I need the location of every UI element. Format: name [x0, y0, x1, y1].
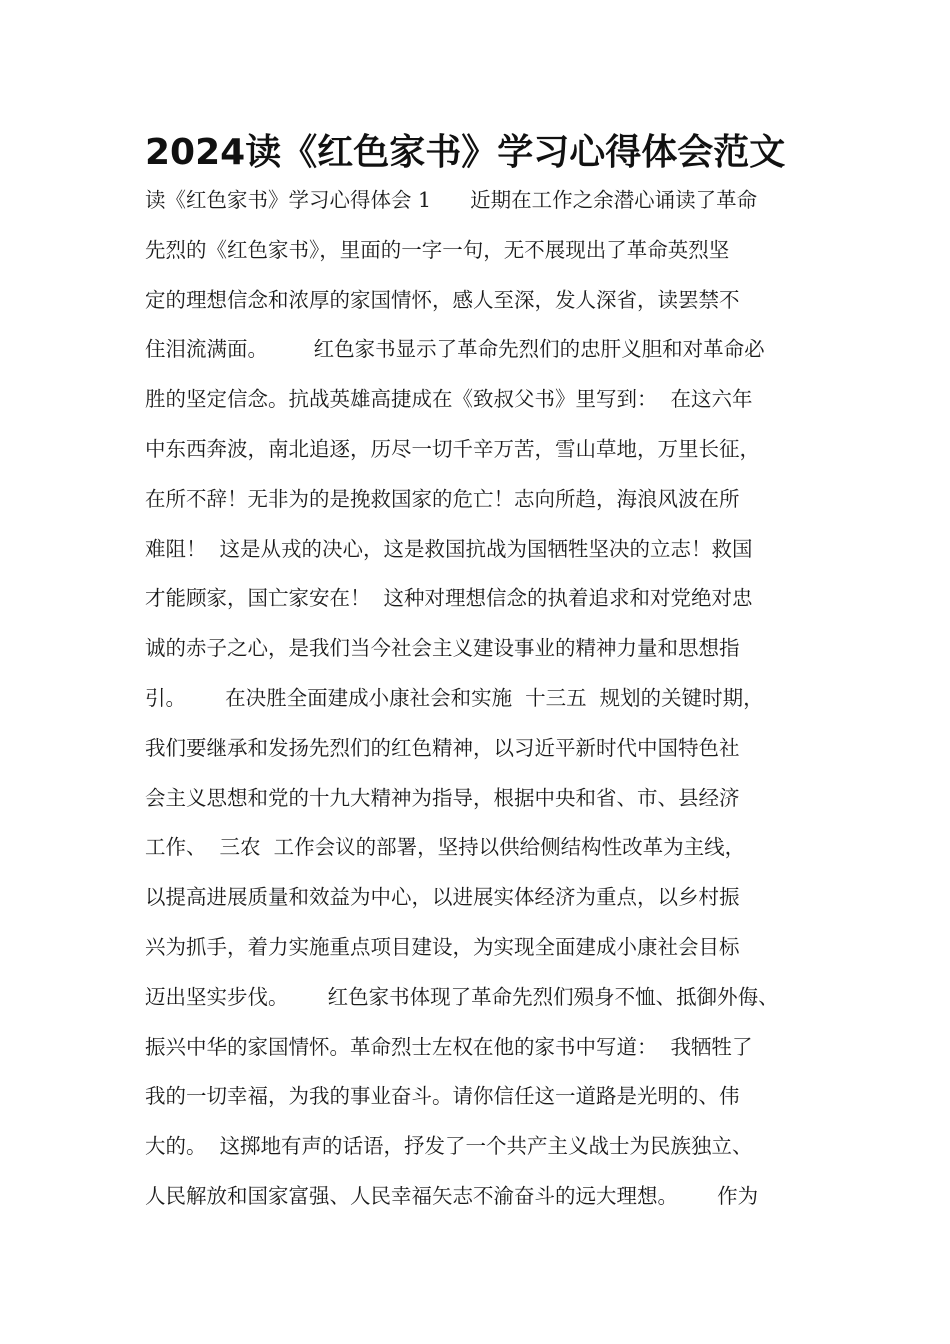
- text-line: 难阻！ 这是从戎的决心，这是救国抗战为国牺牲坚决的立志！救国: [145, 536, 753, 561]
- text-line: 在所不辞！无非为的是挽救国家的危亡！志向所趋，海浪风波在所: [145, 486, 740, 511]
- text-line: 振兴中华的家国情怀。革命烈士左权在他的家书中写道： 我牺牲了: [145, 1034, 753, 1059]
- text-line: 胜的坚定信念。抗战英雄高捷成在《致叔父书》里写到： 在这六年: [145, 387, 753, 412]
- text-line: 人民解放和国家富强、人民幸福矢志不渝奋斗的远大理想。 作为: [145, 1183, 759, 1208]
- text-line: 住泪流满面。 红色家书显示了革命先烈们的忠肝义胆和对革命必: [145, 337, 765, 362]
- text-line: 兴为抓手，着力实施重点项目建设，为实现全面建成小康社会目标: [145, 934, 740, 959]
- text-line: 以提高进展质量和效益为中心，以进展实体经济为重点，以乡村振: [145, 885, 740, 910]
- text-line: 才能顾家，国亡家安在！ 这种对理想信念的执着追求和对党绝对忠: [145, 586, 753, 611]
- text-line: 会主义思想和党的十九大精神为指导，根据中央和省、市、县经济: [145, 785, 740, 810]
- text-line: 定的理想信念和浓厚的家国情怀，感人至深，发人深省，读罢禁不: [145, 287, 740, 312]
- text-line: 工作、 三农 工作会议的部署，坚持以供给侧结构性改革为主线，: [145, 835, 746, 860]
- text-line: 迈出坚实步伐。 红色家书体现了革命先烈们殒身不恤、抵御外侮、: [145, 984, 779, 1009]
- text-line: 诚的赤子之心，是我们当今社会主义建设事业的精神力量和思想指: [145, 636, 740, 661]
- text-line: 我的一切幸福，为我的事业奋斗。请你信任这一道路是光明的、伟: [145, 1084, 740, 1109]
- text-line: 我们要继承和发扬先烈们的红色精神，以习近平新时代中国特色社: [145, 735, 740, 760]
- document-body: [145, 180, 815, 1226]
- text-line: 引。 在决胜全面建成小康社会和实施 十三五 规划的关键时期，: [145, 685, 764, 710]
- text-line: 读《红色家书》学习心得体会 1 近期在工作之余潜心诵读了革命: [145, 188, 758, 212]
- document-title: 2024读《红色家书》学习心得体会范文: [145, 132, 786, 173]
- text-line: 先烈的《红色家书》，里面的一字一句，无不展现出了革命英烈坚: [145, 237, 730, 262]
- text-line: 中东西奔波，南北追逐，历尽一切千辛万苦，雪山草地，万里长征，: [145, 436, 760, 461]
- text-line: 大的。 这掷地有声的话语，抒发了一个共产主义战士为民族独立、: [145, 1134, 753, 1159]
